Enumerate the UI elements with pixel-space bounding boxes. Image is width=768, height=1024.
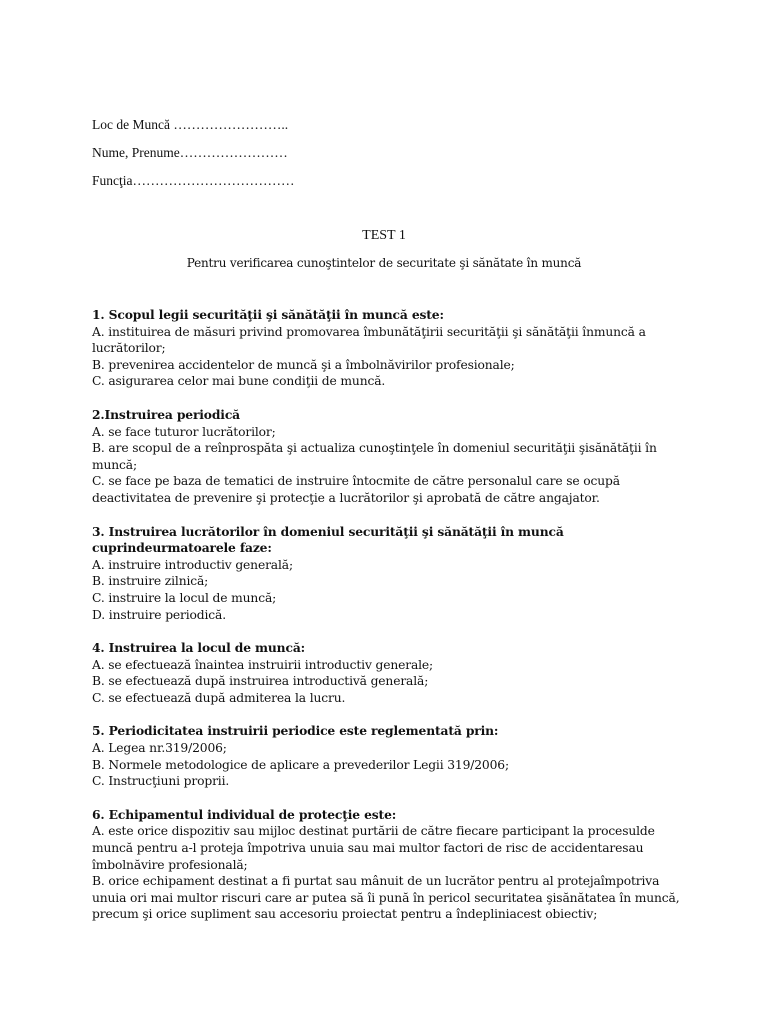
question-title: 5. Periodicitatea instruirii periodice este reglementată prin: [92,723,499,739]
question-title: 6. Echipamentul individual de protecţie este: [92,806,397,822]
test-title: TEST 1 [362,228,406,243]
answer-option: A. se efectuează înaintea instruirii introductiv generale; [92,657,434,672]
answer-option: C. instruire la locul de muncă; [92,590,277,605]
question-block [92,407,692,507]
answer-option: B. Normele metodologice de aplicare a prevederilor Legii 319/2006; [92,757,509,772]
question-block [92,723,692,789]
question-block [92,524,692,624]
question-block [92,807,692,923]
question-title: 3. Instruirea lucrătorilor în domeniul securităţii şi sănătăţii în muncă cuprindeurmatoarele faze: [92,523,564,556]
question-list [92,307,692,940]
question-title: 2.Instruirea periodică [92,406,240,422]
question-block [92,307,692,390]
test-subtitle: Pentru verificarea cunoştintelor de securitate şi sănătate în muncă [186,256,582,270]
workplace-line: Loc de Muncă …………………….. [92,117,289,132]
answer-option: D. instruire periodică. [92,607,226,622]
answer-option: B. se efectuează după instruirea introductivă generală; [92,674,429,689]
name-line: Nume, Prenume…………………… [92,145,288,160]
answer-option: C. se efectuează după admiterea la lucru. [92,690,346,705]
answer-option: C. asigurarea celor mai bune condiţii de muncă. [92,374,386,389]
answer-option: C. Instrucţiuni proprii. [92,774,230,789]
answer-option: A. instruire introductiv generală; [92,557,293,572]
question-title: 1. Scopul legii securităţii şi sănătăţii în muncă este: [92,307,444,322]
answer-option: B. orice echipament destinat a fi purtat sau mânuit de un lucrător pentru al protejaîmpotriva unuia ori mai multor riscuri care ar putea să îi pună în pericol securitatea şisănătatea în muncă, precum şi orice supliment sau accesoriu proiectat pentru a îndepliniacest obiectiv; [92,874,680,922]
answer-option: A. Legea nr.319/2006; [92,741,227,756]
answer-option: B. prevenirea accidentelor de muncă şi a îmbolnăvirilor profesionale; [92,357,515,372]
answer-option: C. se face pe baza de tematici de instruire întocmite de către personalul care se ocupă deactivitatea de prevenire şi protecţie a lucrătorilor şi aprobată de către angajator. [92,474,620,505]
answer-option: A. se face tuturor lucrătorilor; [92,424,276,439]
answer-option: A. instituirea de măsuri privind promovarea îmbunătăţirii securităţii şi sănătăţii înmuncă a lucrătorilor; [92,324,646,356]
answer-option: B. instruire zilnică; [92,574,209,589]
question-block [92,640,692,706]
function-line: Funcţia……………………………… [92,173,295,188]
question-title: 4. Instruirea la locul de muncă: [92,640,306,656]
answer-option: B. are scopul de a reînprospăta şi actualiza cunoştinţele în domeniul securităţii şisănătăţii în muncă; [92,441,657,472]
answer-option: A. este orice dispozitiv sau mijloc destinat purtării de către fiecare participant la procesulde muncă pentru a-l proteja împotriva unuia sau mai multor factori de risc de accidentaresau îmbolnăvire profesională; [92,824,655,872]
